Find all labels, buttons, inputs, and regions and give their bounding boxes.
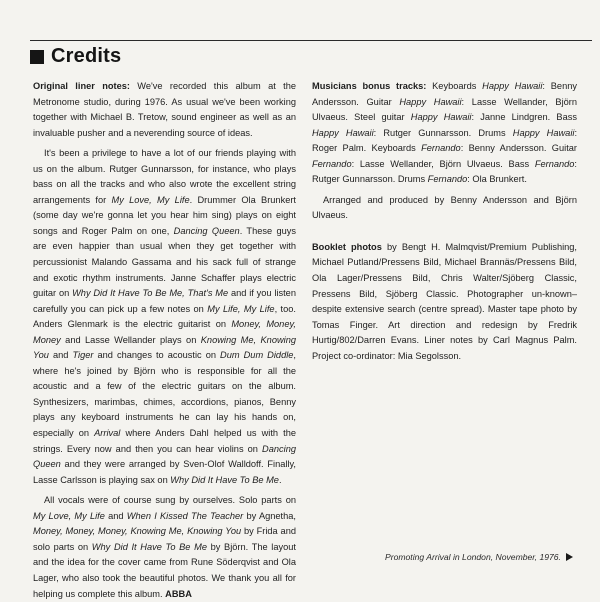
text-run: , too. Anders Glenmark is the electric guitarist on — [33, 303, 296, 330]
text-run: ABBA — [165, 588, 192, 599]
text-run: Money, Money, Money, Knowing Me, Knowing You — [33, 526, 242, 537]
text-run: Happy Hawaii — [482, 81, 543, 91]
text-run: My Life, My Life — [207, 303, 275, 314]
text-run: My Love, My Life — [111, 194, 190, 205]
text-run: Why Did It Have To Be Me — [91, 541, 207, 552]
text-run: Arrival — [94, 428, 121, 439]
text-run: Booklet photos — [312, 241, 382, 252]
text-run: Happy Hawaii — [399, 96, 462, 107]
text-run: and changes to acoustic on — [93, 350, 221, 361]
text-run: Dancing Queen — [33, 443, 296, 470]
text-run: Happy Hawaii — [312, 127, 374, 138]
text-run: and if you listen carefully you can pick up a few notes on — [33, 288, 296, 314]
text-run: My Love, My Life — [33, 510, 105, 521]
text-run: and they were arranged by Sven-Olof Walldoff. Finally, Lasse Carlsson is playing sax on — [33, 459, 296, 485]
page-title: Credits — [51, 45, 122, 67]
text-run: by Agnetha, — [243, 510, 296, 521]
text-run: Fernando — [534, 158, 575, 169]
text-run: : Lasse Wellander, Björn Ulvaeus. Steel guitar — [312, 96, 577, 123]
text-run: Money, Money, Money — [33, 319, 296, 345]
text-run: Knowing Me, Knowing You — [33, 334, 296, 361]
text-run: Fernando — [421, 143, 461, 154]
text-run: and Lasse Wellander plays on — [60, 334, 201, 345]
text-run: : Benny Andersson. Guitar — [312, 81, 577, 107]
text-run: . — [278, 474, 282, 485]
text-run: Why Did It Have To Be Me, That's Me — [72, 288, 229, 299]
text-run: . Drummer Ola Brunkert (some day we're gonna let you hear him sing) plays on eight songs and Roger Palm on one, — [33, 194, 296, 236]
text-run: by Björn. The layout and the idea for the cover came from Rune Söderqvist and Ola Lager, who also took the beautiful photos. We thank you all for helping us complete this album. — [33, 541, 296, 599]
text-run: . These guys are even happier than usual when they get together with percussionist Malando Gassama and his sack full of strange and exotic rhythm instruments. Janne Schaffer plays electric guitar on — [33, 225, 296, 299]
triangle-right-icon — [566, 553, 573, 561]
text-run: by Frida and solo parts on — [33, 526, 296, 552]
text-run: We've recorded this album at the Metronome studio, during 1976. As usual we've been working together with Michael B. Tretow, sound engineer as well as an invaluable pusher and a neverending source of ideas. — [33, 81, 296, 138]
arranged-paragraph — [312, 193, 577, 224]
vocals-paragraph — [33, 493, 296, 602]
text-run: , where he's joined by Björn who is responsible for all the acoustic and a few of the electric guitars on the album. Synthesizers, marimbas, chimes, accordions, pianos, Benny plays any keyboard instruments he can lay his hands on, especially on — [33, 350, 296, 439]
text-run: : Lasse Wellander, Björn Ulvaeus. Bass — [351, 158, 535, 169]
left-column — [33, 79, 296, 602]
text-run: where Anders Dahl helped us with the strings. Every now and then you can hear violins on — [33, 428, 296, 454]
page-header — [30, 45, 121, 68]
header-rule — [30, 40, 592, 41]
text-run: : Roger Palm. Keyboards — [312, 127, 578, 154]
text-run: Happy Hawaii — [512, 127, 575, 138]
text-run: by Bengt H. Malmqvist/Premium Publishing, Michael Putland/Pressens Bild, Michael Brannäs/Pressens Bild, Ola Lager/Pressens Bild, Chris Walter/Sjöberg Classic, Pressens Bild, Sjöberg Classic. Photographer un-known– despite extensive search (centre spread). Master tape photo by Tomas Finger. Art direction and redesign by Fredrik Hurtig/802/Darren Evans. Liner notes by Carl Magnus Palm. Project co-ordinator: Mia Segolsson. — [312, 241, 578, 361]
musicians-paragraph — [33, 146, 296, 488]
text-run: : Rutger Gunnarsson. Drums — [373, 127, 513, 138]
text-run: Dancing Queen — [173, 225, 240, 236]
text-run: Fernando — [312, 158, 352, 169]
text-run: Arranged and produced by Benny Andersson and Björn Ulvaeus. — [312, 194, 577, 221]
text-run: It's been a privilege to have a lot of our friends playing with us on the album. Rutger Gunnarsson, for instance, who plays bass on all the tracks and who also wrote the excellent string arrangements for — [33, 148, 296, 205]
text-run: Fernando — [427, 174, 468, 185]
text-run: and — [104, 510, 127, 521]
text-run: Keyboards — [426, 81, 483, 91]
text-run: and — [48, 350, 73, 361]
text-run: Original liner notes: — [33, 81, 130, 91]
text-run: Musicians bonus tracks: — [312, 81, 427, 91]
photo-caption: Promoting Arrival in London, November, 1976. — [385, 552, 561, 562]
text-run: : Rutger Gunnarsson. Drums — [312, 158, 577, 185]
text-run: All vocals were of course sung by ourselves. Solo parts on — [44, 495, 296, 506]
right-column — [312, 79, 577, 364]
liner-notes-paragraph — [33, 79, 296, 141]
bonus-tracks-paragraph — [312, 79, 577, 188]
text-run: : Benny Andersson. Guitar — [460, 143, 577, 154]
text-run: : Janne Lindgren. Bass — [471, 112, 577, 123]
booklet-photos-paragraph — [312, 240, 577, 364]
text-run: Happy Hawaii — [410, 112, 472, 123]
square-bullet-icon — [30, 50, 44, 64]
text-run: When I Kissed The Teacher — [126, 510, 244, 521]
text-run: : Ola Brunkert. — [467, 174, 527, 185]
text-run: Why Did It Have To Be Me — [170, 474, 279, 485]
text-run: Tiger — [72, 350, 94, 361]
text-run: Dum Dum Diddle — [220, 350, 294, 361]
